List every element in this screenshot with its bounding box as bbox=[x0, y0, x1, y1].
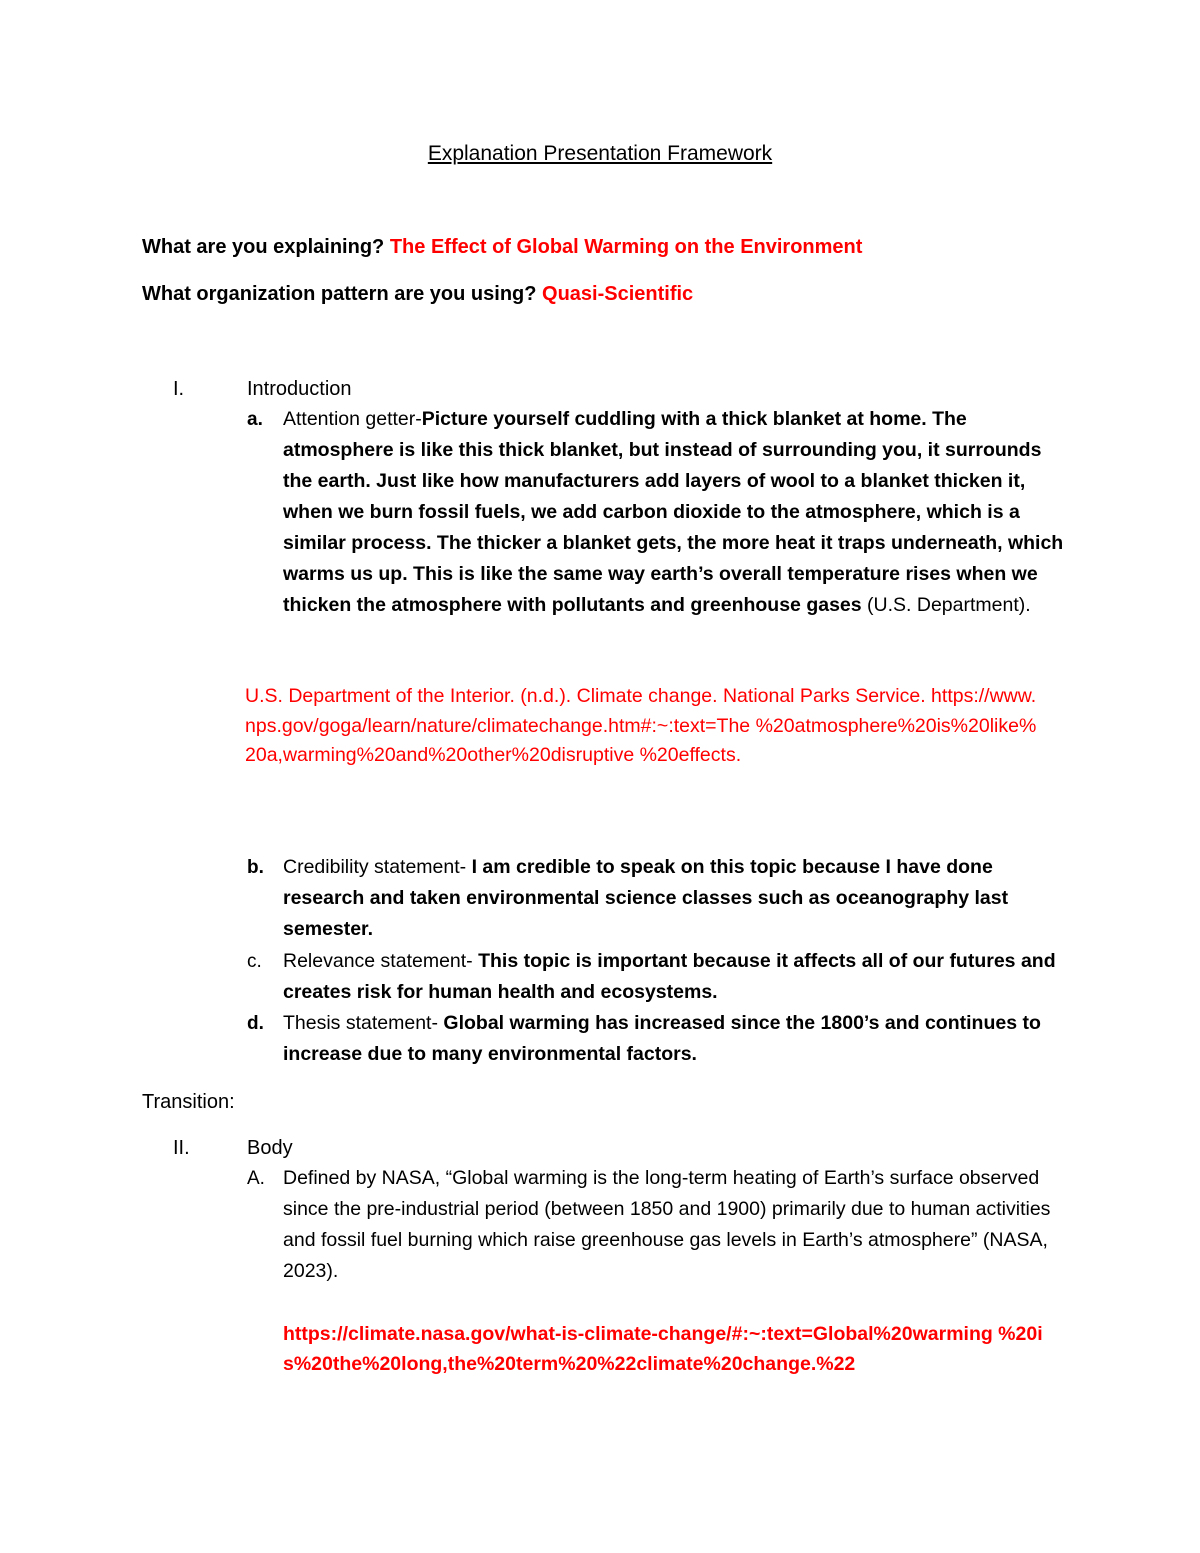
document-title: Explanation Presentation Framework bbox=[427, 142, 773, 165]
list-marker: b. bbox=[247, 857, 264, 878]
item-label: Relevance statement- bbox=[283, 950, 473, 972]
section-heading-introduction: Introduction bbox=[247, 378, 352, 400]
list-marker: c. bbox=[247, 951, 262, 972]
question-label: What organization pattern are you using? bbox=[142, 283, 537, 305]
transition-label: Transition: bbox=[142, 1091, 235, 1113]
section-numeral: II. bbox=[173, 1137, 190, 1159]
relevance-statement bbox=[283, 946, 1073, 1008]
item-label: Thesis statement- bbox=[283, 1012, 438, 1034]
list-marker: a. bbox=[247, 409, 263, 430]
section-heading-body: Body bbox=[247, 1137, 293, 1159]
item-citation: (U.S. Department). bbox=[867, 594, 1031, 616]
question-answer: Quasi-Scientific bbox=[542, 283, 694, 305]
reference-citation: https://climate.nasa.gov/what-is-climate-change/#:~:text=Global%20warming %20is%20the%20long,the%20term%20%22climate%20change.%22 bbox=[283, 1323, 1043, 1375]
question-answer: The Effect of Global Warming on the Environment bbox=[389, 236, 863, 258]
reference-citation: U.S. Department of the Interior. (n.d.). Climate change. National Parks Service. https://www.nps.gov/goga/learn/nature/climatechange.htm#:~:text=The %20atmosphere%20is%20like%20a,warming%20and%20other%20disruptive %20effects. bbox=[245, 685, 1037, 766]
item-text: This topic is important because it affects all of our futures and creates risk for human health and ecosystems. bbox=[283, 950, 1056, 1003]
list-marker: A. bbox=[247, 1168, 265, 1189]
question-label: What are you explaining? bbox=[142, 236, 385, 258]
section-numeral: I. bbox=[173, 378, 185, 400]
question-explaining bbox=[142, 236, 862, 259]
item-text: Picture yourself cuddling with a thick blanket at home. The atmosphere is like this thick blanket, but instead of surrounding you, it surrounds the earth. Just like how manufacturers add layers of wool to a blanket thicken it, when we burn fossil fuels, we add carbon dioxide to the atmosphere, which is a similar process. The thicker a blanket gets, the more heat it traps underneath, which warms us up. This is like the same way earth’s overall temperature rises when we thicken the atmosphere with pollutants and greenhouse gases bbox=[283, 408, 1064, 616]
attention-getter bbox=[283, 404, 1073, 621]
item-label: Credibility statement- bbox=[283, 856, 467, 878]
credibility-statement bbox=[283, 852, 1073, 945]
body-point-a: Defined by NASA, “Global warming is the long-term heating of Earth’s surface observed since the pre-industrial period (between 1850 and 1900) primarily due to human activities and fossil fuel burning which raise greenhouse gas levels in Earth’s atmosphere” (NASA, 2023). bbox=[283, 1167, 1051, 1282]
item-text: I am credible to speak on this topic because I have done research and taken environmental science classes such as oceanography last semester. bbox=[283, 856, 1009, 940]
list-marker: d. bbox=[247, 1013, 264, 1034]
item-label: Attention getter- bbox=[283, 408, 422, 430]
question-pattern bbox=[142, 283, 693, 306]
item-text: Global warming has increased since the 1800’s and continues to increase due to many environmental factors. bbox=[283, 1012, 1041, 1065]
thesis-statement bbox=[283, 1008, 1073, 1070]
